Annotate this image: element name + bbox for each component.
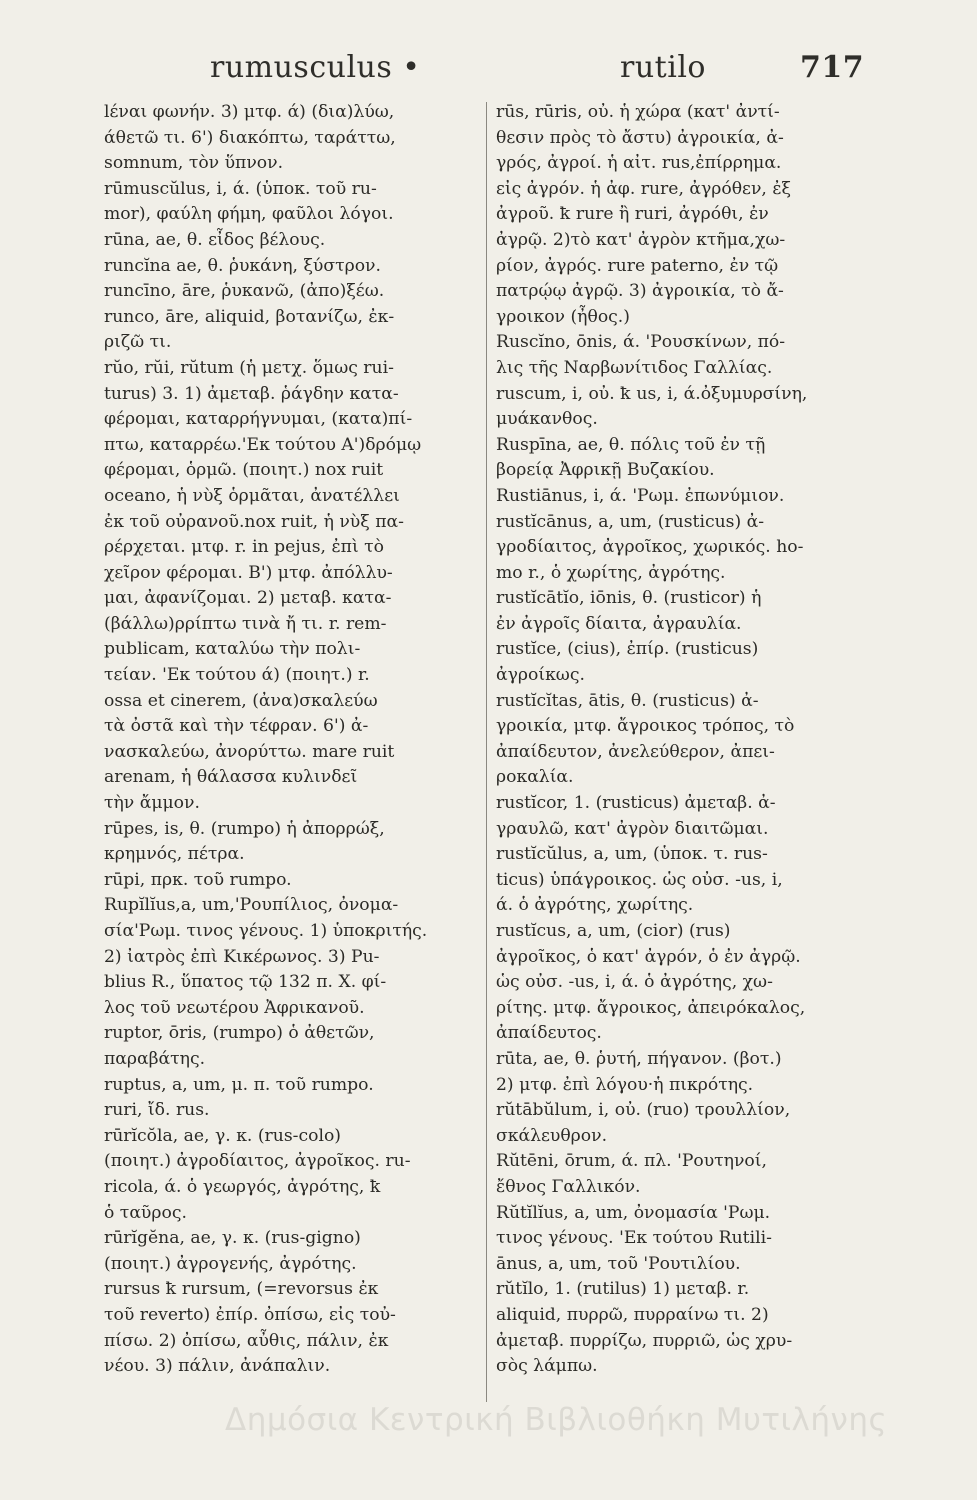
dictionary-line: arenam, ἡ θάλασσα κυλινδεῖ: [104, 767, 358, 788]
dictionary-line: πίσω. 2) ὀπίσω, αὖθις, πάλιν, ἐκ: [104, 1330, 389, 1351]
dictionary-line: Rustiānus, i, ά. 'Ρωμ. ἐπωνύμιον.: [496, 485, 785, 506]
dictionary-line: ἀπαίδευτος.: [496, 1023, 602, 1044]
dictionary-line: χεῖρον φέρομαι. Β') μτφ. ἀπόλλυ-: [104, 562, 393, 583]
dictionary-line: rustĭcānus, a, um, (rusticus) ἀ-: [496, 511, 765, 532]
dictionary-line: ὡς οὐσ. -us, i, ά. ὁ ἀγρότης, χω-: [496, 972, 773, 993]
dictionary-line: ἀμεταβ. πυρρίζω, πυρριῶ, ὡς χρυ-: [496, 1330, 793, 1351]
dictionary-line: γροικον (ἦθος.): [496, 306, 630, 327]
dictionary-line: γραυλῶ, κατ' ἀγρὸν διαιτῶμαι.: [496, 818, 769, 839]
dictionary-line: ossa et cinerem, (ἀνα)σκαλεύω: [104, 690, 378, 711]
dictionary-line: blius R., ὕπατος τῷ 132 π. Χ. φί-: [104, 972, 387, 993]
dictionary-line: rustĭcĭtas, ātis, θ. (rusticus) ἀ-: [496, 690, 759, 711]
dictionary-line: τὰ ὀστᾶ καὶ τὴν τέφραν. 6') ἀ-: [104, 716, 369, 737]
library-watermark: Δημόσια Κεντρική Βιβλιοθήκη Μυτιλήνης: [225, 1402, 888, 1438]
dictionary-line: θεσιν πρὸς τὸ ἄστυ) ἀγροικία, ἀ-: [496, 127, 784, 148]
dictionary-line: runcīno, āre, ῥυκανῶ, (ἀπο)ξέω.: [104, 281, 385, 302]
dictionary-line: rursus ꝁ rursum, (=revorsus ἐκ: [104, 1279, 379, 1300]
dictionary-line: ριζῶ τι.: [104, 332, 172, 353]
dictionary-line: rŭtĭlo, 1. (rutilus) 1) μεταβ. r.: [496, 1279, 750, 1300]
dictionary-line: Rŭtēni, ōrum, ά. πλ. 'Ρουτηνοί,: [496, 1151, 767, 1172]
dictionary-line: ά. ὁ ἀγρότης, χωρίτης.: [496, 895, 694, 916]
dictionary-line: λος τοῦ νεωτέρου Ἀφρικανοῦ.: [104, 997, 365, 1018]
left-guide-word: rumusculus •: [210, 50, 421, 85]
dictionary-line: rūpi, πρκ. τοῦ rumpo.: [104, 869, 292, 890]
dictionary-line: σία'Ρωμ. τινος γένους. 1) ὑποκριτής.: [104, 921, 428, 941]
dictionary-line: άθετῶ τι. 6') διακόπτω, ταράττω,: [104, 127, 396, 148]
dictionary-line: τινος γένους. 'Εκ τούτου Rutili-: [496, 1228, 772, 1249]
dictionary-line: oceano, ἡ νὺξ ὁρμᾶται, ἀνατέλλει: [104, 485, 400, 506]
dictionary-line: ὁ ταῦρος.: [104, 1202, 187, 1223]
dictionary-line: πτω, καταρρέω.'Εκ τούτου Α')δρόμῳ: [104, 434, 422, 455]
dictionary-line: ruptus, a, um, μ. π. τοῦ rumpo.: [104, 1074, 374, 1095]
dictionary-line: πατρῴῳ ἀγρῷ. 3) ἀγροικία, τὸ ἄ-: [496, 281, 784, 302]
dictionary-line: (βάλλω)ρρίπτω τινὰ ἤ τι. r. rem-: [104, 613, 387, 634]
column-divider: [486, 102, 487, 1402]
dictionary-line: σὸς λάμπω.: [496, 1356, 598, 1377]
dictionary-line: rūrĭgĕna, ae, γ. κ. (rus-gigno): [104, 1228, 361, 1249]
dictionary-line: μυάκανθος.: [496, 409, 598, 430]
dictionary-line: ἀπαίδευτον, ἀνελεύθερον, ἀπει-: [496, 741, 775, 762]
dictionary-line: somnum, τὸν ὕπνον.: [104, 153, 284, 174]
right-column: [496, 100, 886, 1380]
dictionary-line: (ποιητ.) ἀγρογενής, ἀγρότης.: [104, 1253, 357, 1274]
dictionary-line: φέρομαι, καταρρήγνυμαι, (κατα)πί-: [104, 409, 413, 430]
dictionary-line: rūna, ae, θ. εἶδος βέλους.: [104, 229, 326, 250]
dictionary-line: ἀγρῷ. 2)τὸ κατ' ἀγρὸν κτῆμα,χω-: [496, 229, 786, 250]
dictionary-line: τὴν ἄμμον.: [104, 793, 200, 814]
dictionary-line: νέου. 3) πάλιν, ἀνάπαλιν.: [104, 1356, 331, 1377]
dictionary-line: ricola, ά. ὁ γεωργός, ἀγρότης, ꝁ: [104, 1176, 381, 1197]
dictionary-line: rustĭcor, 1. (rusticus) ἀμεταβ. ἀ-: [496, 793, 776, 814]
dictionary-line: κρημνός, πέτρα.: [104, 844, 245, 865]
dictionary-line: ρέρχεται. μτφ. r. in pejus, ἐπὶ τὸ: [104, 537, 385, 558]
dictionary-line: rustĭcŭlus, a, um, (ὑποκ. τ. rus-: [496, 844, 768, 865]
dictionary-line: runcĭna ae, θ. ῥυκάνη, ξύστρον.: [104, 255, 381, 276]
dictionary-line: ruptor, ōris, (rumpo) ὁ ἀθετῶν,: [104, 1023, 375, 1044]
dictionary-line: ānus, a, um, τοῦ 'Ρουτιλίου.: [496, 1253, 741, 1274]
dictionary-line: 2) μτφ. ἐπὶ λόγου·ἡ πικρότης.: [496, 1074, 754, 1095]
dictionary-line: τοῦ reverto) ἐπίρ. ὀπίσω, εἰς τοὐ-: [104, 1304, 396, 1325]
dictionary-line: Rupĭlĭus,a, um,'Ρουπίλιος, ὀνομα-: [104, 895, 399, 916]
page-number: 717: [800, 50, 865, 85]
dictionary-line: mo r., ὁ χωρίτης, ἀγρότης.: [496, 562, 726, 583]
dictionary-line: ἀγροίκως.: [496, 665, 585, 686]
dictionary-line: 2) ἰατρὸς ἐπὶ Κικέρωνος. 3) Pu-: [104, 946, 380, 967]
dictionary-line: ἔθνος Γαλλικόν.: [496, 1176, 641, 1197]
dictionary-line: ἐν ἀγροῖς δίαιτα, ἀγραυλία.: [496, 613, 742, 634]
dictionary-line: παραβάτης.: [104, 1048, 206, 1069]
dictionary-line: rūrĭcŏla, ae, γ. κ. (rus-colo): [104, 1125, 341, 1146]
dictionary-line: Ruscĭno, ōnis, ά. 'Ρουσκίνων, πό-: [496, 332, 786, 353]
dictionary-line: σκάλευθρον.: [496, 1125, 608, 1146]
dictionary-line: μαι, ἀφανίζομαι. 2) μεταβ. κατα-: [104, 588, 392, 609]
dictionary-line: aliquid, πυρρῶ, πυρραίνω τι. 2): [496, 1304, 769, 1325]
dictionary-line: lέναι φωνήν. 3) μτφ. ά) (δια)λύω,: [104, 102, 395, 122]
dictionary-line: rustĭcātĭo, iōnis, θ. (rusticor) ἡ: [496, 588, 762, 609]
dictionary-line: φέρομαι, ὁρμῶ. (ποιητ.) nox ruit: [104, 460, 384, 481]
dictionary-line: mor), φαύλη φήμη, φαῦλοι λόγοι.: [104, 204, 394, 225]
dictionary-line: rūta, ae, θ. ῥυτή, πήγανον. (βοτ.): [496, 1048, 782, 1069]
dictionary-line: ticus) ὑπάγροικος. ὡς οὐσ. -us, i,: [496, 869, 783, 890]
dictionary-line: rūpes, is, θ. (rumpo) ἡ ἀπορρώξ,: [104, 818, 385, 839]
dictionary-line: βορείᾳ Ἀφρικῇ Βυζακίου.: [496, 460, 715, 481]
dictionary-line: turus) 3. 1) ἀμεταβ. ῥάγδην κατα-: [104, 383, 399, 404]
dictionary-line: rūs, rūris, οὐ. ἡ χώρα (κατ' ἀντί-: [496, 102, 780, 122]
dictionary-line: γροικία, μτφ. ἄγροικος τρόπος, τὸ: [496, 716, 795, 737]
dictionary-line: ροκαλία.: [496, 767, 574, 788]
dictionary-line: Ruspīna, ae, θ. πόλις τοῦ ἐν τῇ: [496, 434, 766, 455]
dictionary-line: γρός, ἀγροί. ἡ αἰτ. rus,ἐπίρρημα.: [496, 153, 782, 174]
dictionary-line: γροδίαιτος, ἀγροῖκος, χωρικός. ho-: [496, 537, 804, 558]
dictionary-line: runco, āre, aliquid, βοτανίζω, ἐκ-: [104, 306, 395, 327]
dictionary-line: (ποιητ.) ἀγροδίαιτος, ἀγροῖκος. ru-: [104, 1151, 411, 1172]
dictionary-line: publicam, καταλύω τὴν πολι-: [104, 639, 361, 660]
left-column: [104, 100, 476, 1380]
dictionary-line: rŭo, rŭi, rŭtum (ἡ μετχ. ὅμως rui-: [104, 357, 394, 378]
dictionary-line: ruscum, i, οὐ. ꝁ us, i, ά.ὀξυμυρσίνη,: [496, 383, 808, 404]
dictionary-line: ἐκ τοῦ οὐρανοῦ.nox ruit, ἡ νὺξ πα-: [104, 511, 404, 532]
dictionary-line: Rŭtĭlĭus, a, um, ὀνομασία 'Ρωμ.: [496, 1202, 771, 1223]
dictionary-line: ruri, ἴδ. rus.: [104, 1100, 210, 1121]
right-guide-word: rutilo: [620, 50, 706, 85]
dictionary-line: ἀγροῖκος, ὁ κατ' ἀγρόν, ὁ ἐν ἀγρῷ.: [496, 946, 801, 967]
dictionary-line: rustĭce, (cius), ἐπίρ. (rusticus): [496, 639, 759, 660]
dictionary-line: εἰς ἀγρόν. ἡ ἀφ. rure, ἀγρόθεν, ἐξ: [496, 178, 792, 199]
dictionary-line: νασκαλεύω, ἀνορύττω. mare ruit: [104, 741, 395, 762]
dictionary-line: τείαν. 'Εκ τούτου ά) (ποιητ.) r.: [104, 665, 370, 686]
dictionary-line: rūmuscŭlus, i, ά. (ὑποκ. τοῦ ru-: [104, 178, 377, 199]
dictionary-line: ἀγροῦ. ꝁ rure ἢ ruri, ἀγρόθι, ἐν: [496, 204, 769, 225]
dictionary-line: rŭtābŭlum, i, οὐ. (ruo) τρουλλίον,: [496, 1100, 791, 1121]
dictionary-line: rustĭcus, a, um, (cior) (rus): [496, 921, 731, 941]
dictionary-line: ρίτης. μτφ. ἄγροικος, ἀπειρόκαλος,: [496, 997, 806, 1018]
dictionary-line: λις τῆς Ναρβωνίτιδος Γαλλίας.: [496, 357, 773, 378]
dictionary-line: ρίον, ἀγρός. rure paterno, ἐν τῷ: [496, 255, 779, 276]
